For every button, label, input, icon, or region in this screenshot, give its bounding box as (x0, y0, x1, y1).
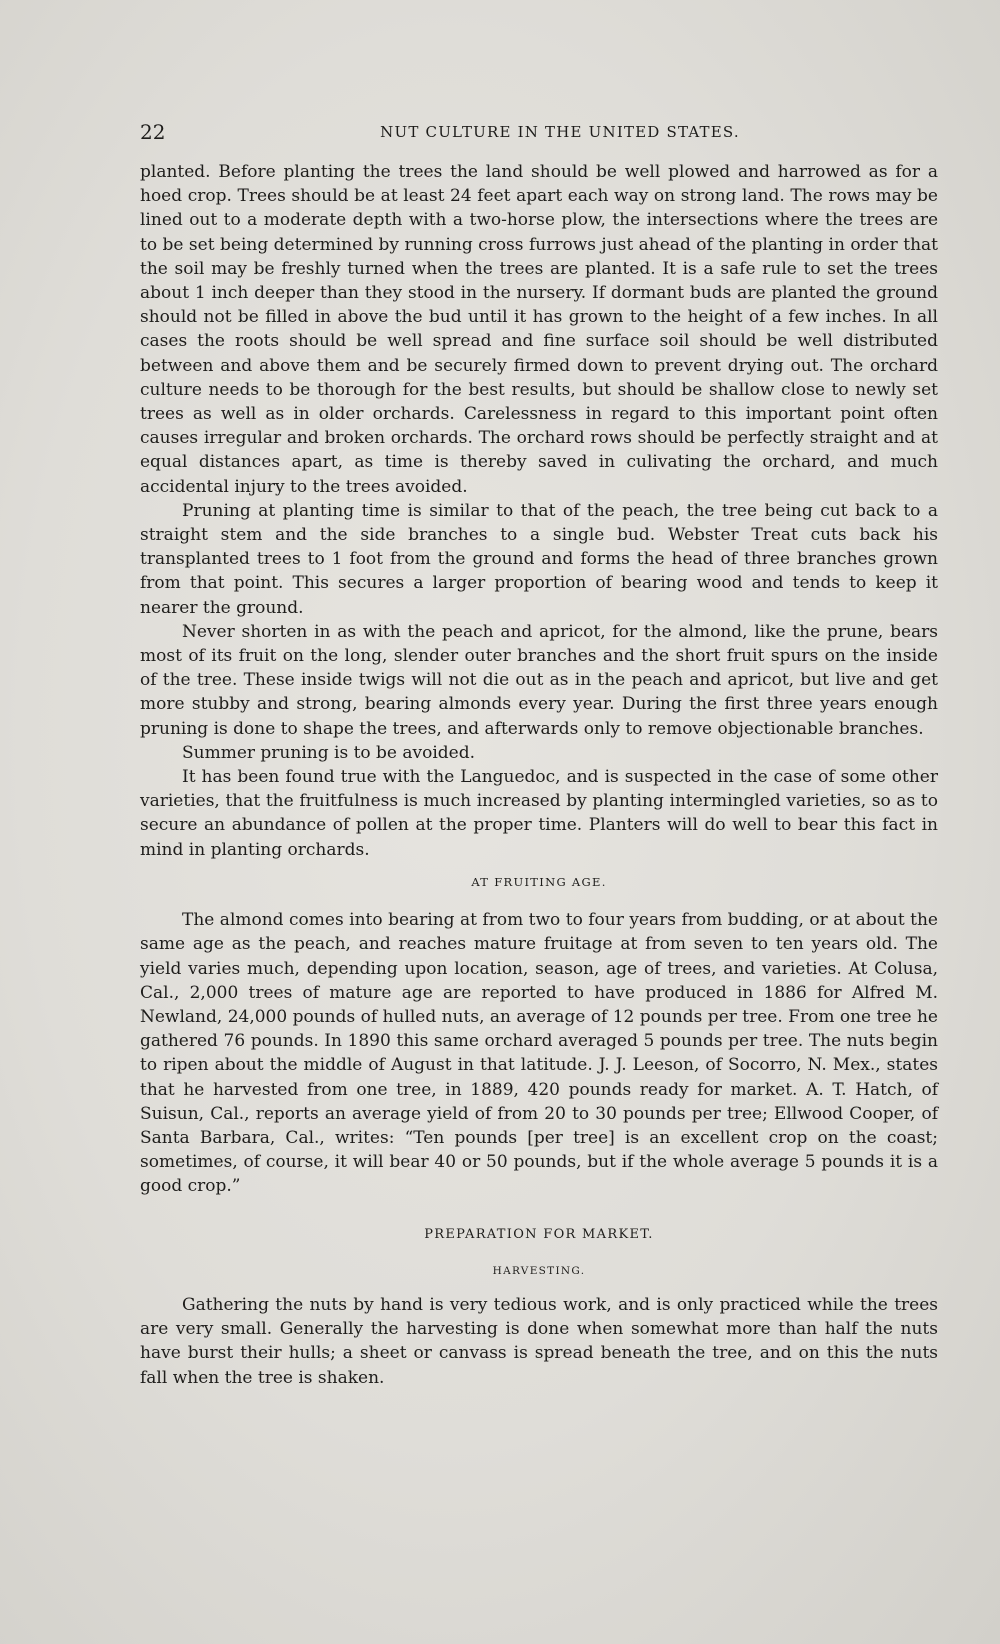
paragraph-harvesting: Gathering the nuts by hand is very tedious work, and is only practiced while the trees are very small. Generally the harvesting is done when somewhat more than half the nuts have burst their hulls; a sheet or canvass is spread beneath the tree, and on this the nuts fall when the tree is shaken. (140, 1294, 938, 1388)
paragraph-shortening: Never shorten in as with the peach and apricot, for the almond, like the prune, bears most of its fruit on the long, slender outer branches and the short fruit spurs on the inside of the tree. These inside twigs will not die out as in the peach and apricot, but live and get more stubby and strong, bearing almonds every year. During the first three years enough pruning is done to shape the trees, and afterwards only to remove objectionable branches. (140, 621, 938, 739)
page-number: 22 (140, 120, 166, 144)
paragraph-fruiting: The almond comes into bearing at from two to four years from budding, or at about the same age as the peach, and reaches mature fruitage at from seven to ten years old. The yield varies much, depending upon location, season, age of trees, and varieties. At Colusa, Cal., 2,000 trees of mature age are reported to have produced in 1886 for Alfred M. Newland, 24,000 pounds of hulled nuts, an average of 12 pounds per tree. From one tree he gathered 76 pounds. In 1890 this same orchard averaged 5 pounds per tree. The nuts begin to ripen about the middle of August in that latitude. J. J. Leeson, of Socorro, N. Mex., states that he harvested from one tree, in 1889, 420 pounds ready for market. A. T. Hatch, of Suisun, Cal., reports an average yield of from 20 to 30 pounds per tree; Ellwood Cooper, of Santa Barbara, Cal., writes: “Ten pounds [per tree] is an excellent crop on the coast; sometimes, of course, it will bear 40 or 50 pounds, but if the whole average 5 pounds it is a good crop.” (140, 910, 938, 1197)
page-body (140, 160, 938, 1390)
running-title: NUT CULTURE IN THE UNITED STATES. (380, 123, 740, 141)
paragraph-pollination: It has been found true with the Languedoc, and is suspected in the case of some other varieties, that the fruitfulness is much increased by planting intermingled varieties, so as to secure an abundance of pollen at the proper time. Planters will do well to bear this fact in mind in planting orchards. (140, 767, 938, 860)
section-heading-fruiting-age: AT FRUITING AGE. (471, 874, 607, 889)
paragraph-summer-pruning: Summer pruning is to be avoided. (182, 742, 476, 763)
subheading-harvesting: HARVESTING. (492, 1264, 586, 1277)
paragraph-planting: planted. Before planting the trees the land should be well plowed and harrowed as for a hoed crop. Trees should be at least 24 feet apart each way on strong land. The rows may be lined out to a moderate depth with a two-horse plow, the intersections where the trees are to be set being determined by running cross furrows just ahead of the planting in order that the soil may be freshly turned when the trees are planted. It is a safe rule to set the trees about 1 inch deeper than they stood in the nursery. If dormant buds are planted the ground should not be filled in above the bud until it has grown to the height of a few inches. In all cases the roots should be well spread and fine surface soil should be well distributed between and above them and be securely firmed down to prevent drying out. The orchard culture needs to be thorough for the best results, but should be shallow close to newly set trees as well as in older orchards. Carelessness in regard to this important point often causes irregular and broken orchards. The orchard rows should be perfectly straight and at equal distances apart, as time is thereby saved in culivating the orchard, and much accidental injury to the trees avoided. (140, 162, 938, 497)
paragraph-pruning: Pruning at planting time is similar to that of the peach, the tree being cut back to a straight stem and the side branches to a single bud. Webster Treat cuts back his transplanted trees to 1 foot from the ground and forms the head of three branches grown from that point. This secures a larger proportion of bearing wood and tends to keep it nearer the ground. (140, 500, 938, 618)
section-heading-preparation: PREPARATION FOR MARKET. (424, 1226, 654, 1242)
page-header (140, 120, 940, 150)
